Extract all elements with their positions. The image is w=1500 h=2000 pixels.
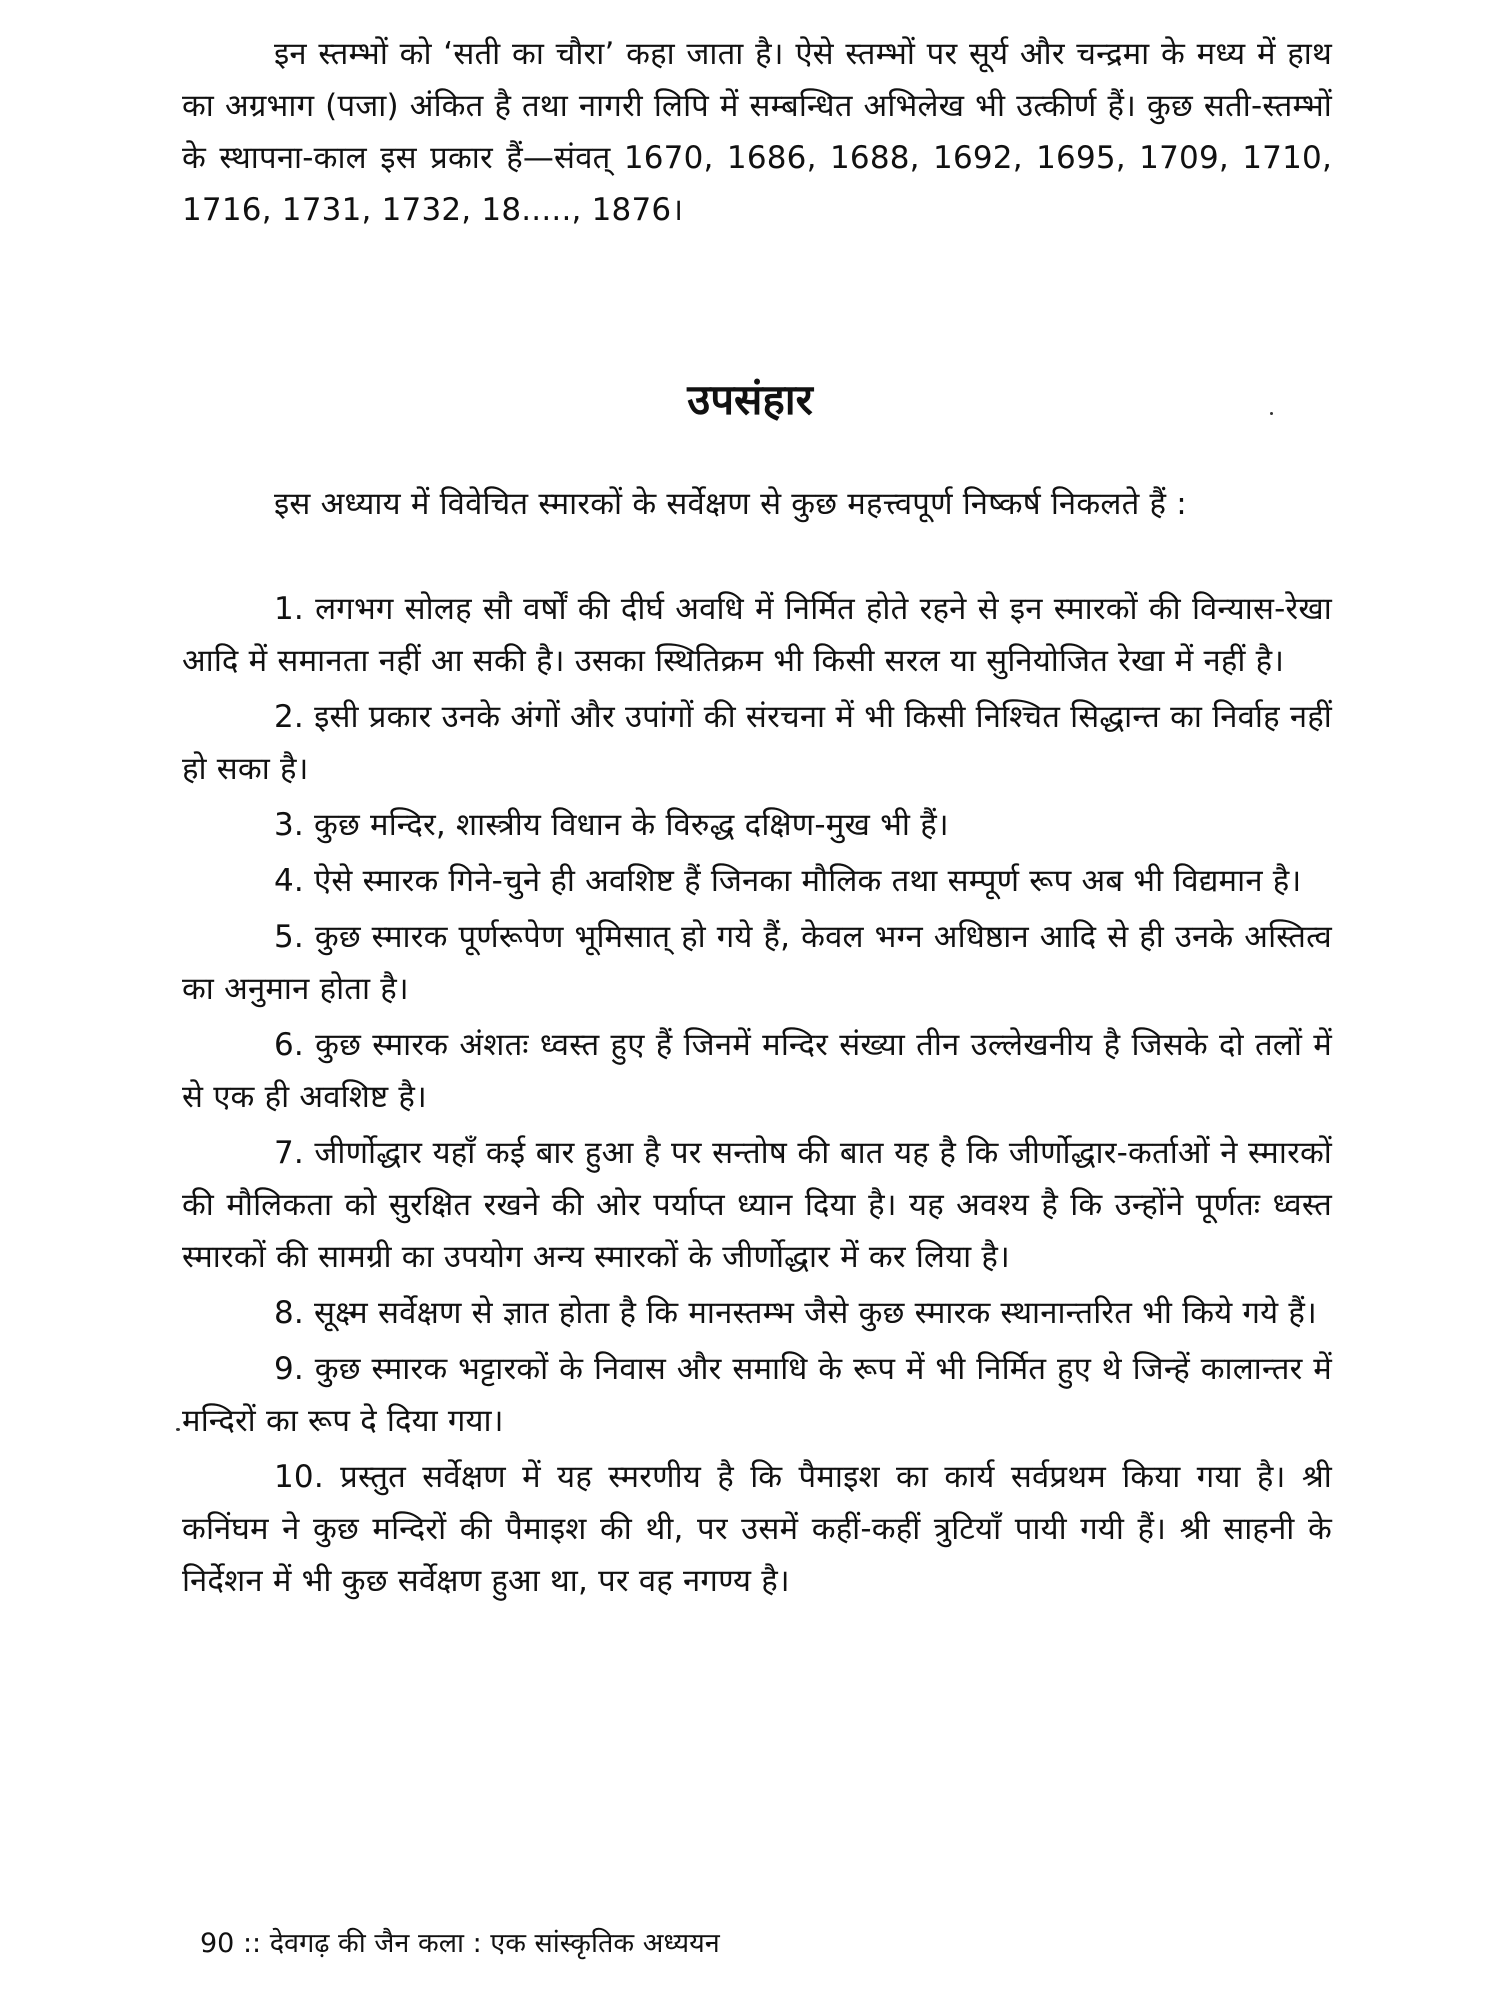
page-footer: 90 :: देवगढ़ की जैन कला : एक सांस्कृतिक अध्ययन: [200, 1928, 720, 1959]
list-item: 7. जीर्णोद्धार यहाँ कई बार हुआ है पर सन्तोष की बात यह है कि जीर्णोद्धार-कर्ताओं ने स्मारकों की मौलिकता को सुरक्षित रखने की ओर पर्याप्त ध्यान दिया है। यह अवश्य है कि उन्होंने पूर्णतः ध्वस्त स्मारकों की सामग्री का उपयोग अन्य स्मारकों के जीर्णोद्धार में कर लिया है।: [182, 1135, 1332, 1275]
list-item: 2. इसी प्रकार उनके अंगों और उपांगों की संरचना में भी किसी निश्चित सिद्धान्त का निर्वाह नहीं हो सका है।: [182, 699, 1332, 787]
top-paragraph: इन स्तम्भों को ‘सती का चौरा’ कहा जाता है। ऐसे स्तम्भों पर सूर्य और चन्द्रमा के मध्य में हाथ का अग्रभाग (पजा) अंकित है तथा नागरी लिपि में सम्बन्धित अभिलेख भी उत्कीर्ण हैं। कुछ सती-स्तम्भों के स्थापना-काल इस प्रकार हैं—संवत् 1670, 1686, 1688, 1692, 1695, 1709, 1710, 1716, 1731, 1732, 18....., 1876।: [182, 36, 1332, 228]
scan-speck: [176, 1428, 180, 1431]
list-item: 3. कुछ मन्दिर, शास्त्रीय विधान के विरुद्ध दक्षिण-मुख भी हैं।: [274, 807, 949, 843]
list-item: 4. ऐसे स्मारक गिने-चुने ही अवशिष्ट हैं जिनका मौलिक तथा सम्पूर्ण रूप अब भी विद्यमान है।: [274, 863, 1302, 899]
list-item: 1. लगभग सोलह सौ वर्षों की दीर्घ अवधि में निर्मित होते रहने से इन स्मारकों की विन्यास-रेखा आदि में समानता नहीं आ सकी है। उसका स्थितिक्रम भी किसी सरल या सुनियोजित रेखा में नहीं है।: [182, 591, 1332, 679]
section-heading: उपसंहार: [687, 375, 813, 424]
list-item: 9. कुछ स्मारक भट्टारकों के निवास और समाधि के रूप में भी निर्मित हुए थे जिन्हें कालान्तर में मन्दिरों का रूप दे दिया गया।: [182, 1351, 1332, 1439]
list-item: 10. प्रस्तुत सर्वेक्षण में यह स्मरणीय है कि पैमाइश का कार्य सर्वप्रथम किया गया है। श्री कनिंघम ने कुछ मन्दिरों की पैमाइश की थी, पर उसमें कहीं-कहीं त्रुटियाँ पायी गयी हैं। श्री साहनी के निर्देशन में भी कुछ सर्वेक्षण हुआ था, पर वह नगण्य है।: [182, 1459, 1332, 1599]
list-item: 5. कुछ स्मारक पूर्णरूपेण भूमिसात् हो गये हैं, केवल भग्न अधिष्ठान आदि से ही उनके अस्तित्व का अनुमान होता है।: [182, 919, 1332, 1007]
list-item: 8. सूक्ष्म सर्वेक्षण से ज्ञात होता है कि मानस्तम्भ जैसे कुछ स्मारक स्थानान्तरित भी किये गये हैं।: [274, 1295, 1317, 1331]
intro-paragraph: इस अध्याय में विवेचित स्मारकों के सर्वेक्षण से कुछ महत्त्वपूर्ण निष्कर्ष निकलते हैं :: [274, 486, 1187, 522]
scan-speck: [1270, 412, 1273, 415]
conclusion-list: [182, 583, 1332, 1611]
list-item: 6. कुछ स्मारक अंशतः ध्वस्त हुए हैं जिनमें मन्दिर संख्या तीन उल्लेखनीय है जिसके दो तलों में से एक ही अवशिष्ट है।: [182, 1027, 1332, 1115]
